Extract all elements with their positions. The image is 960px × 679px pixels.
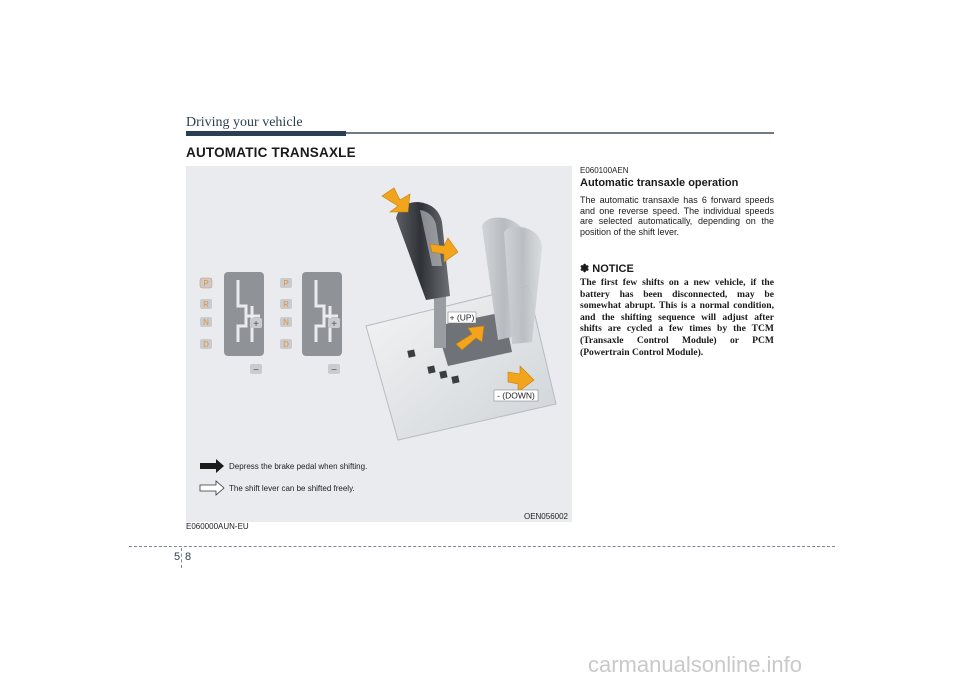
chapter-number: 5 (174, 551, 181, 563)
reference-code-right: E060100AEN (580, 166, 629, 175)
body-paragraph: The automatic transaxle has 6 forward speeds and one reverse speed. The individual speeds are selected automatically, depending on the position of the shift lever. (580, 195, 774, 237)
shift-lever-figure (186, 166, 572, 522)
gate-diagram-2 (280, 272, 342, 376)
subheading: Automatic transaxle operation (580, 177, 739, 189)
notice-body: The first few shifts on a new vehicle, if the battery has been disconnected, may be somewhat abrupt. This is a normal condition, and the shifting sequence will adjust after shifts are cycled a few times by the TCM (Transaxle Control Module) or PCM (Powertrain Control Module). (580, 277, 774, 358)
down-label: - (DOWN) (497, 390, 535, 401)
gate1-letter-n: N (203, 318, 209, 327)
legend-text-free: The shift lever can be shifted freely. (229, 484, 355, 493)
gate1-letter-p: P (203, 279, 209, 288)
gate2-letter-r: R (283, 300, 289, 309)
page-number: 8 (185, 551, 192, 563)
gate2-minus: − (331, 365, 337, 376)
reference-code-left: E060000AUN-EU (186, 522, 249, 531)
page-number-separator (181, 548, 182, 568)
gate1-plus: + (253, 319, 259, 330)
gate1-letter-d: D (203, 340, 209, 349)
figure-code: OEN056002 (523, 512, 568, 521)
footer-rule (129, 546, 835, 547)
arrow-forward-icon (382, 188, 410, 212)
section-title: AUTOMATIC TRANSAXLE (186, 145, 356, 160)
watermark: carmanualsonline.info (588, 652, 803, 677)
gate-diagram-1 (200, 272, 264, 376)
gate2-letter-p: P (283, 279, 289, 288)
header-rule-accent (186, 131, 346, 136)
gate2-letter-d: D (283, 340, 289, 349)
running-header: Driving your vehicle (186, 115, 303, 130)
outline-arrow-icon (200, 481, 224, 495)
gate1-letter-r: R (203, 300, 209, 309)
legend-text-brake: Depress the brake pedal when shifting. (229, 462, 368, 471)
gate2-plus: + (331, 319, 337, 330)
gate2-letter-n: N (283, 318, 289, 327)
gate1-minus: − (253, 365, 259, 376)
up-label: + (UP) (449, 312, 475, 323)
solid-arrow-icon (200, 459, 224, 473)
notice-heading: ✽ NOTICE (580, 263, 634, 275)
